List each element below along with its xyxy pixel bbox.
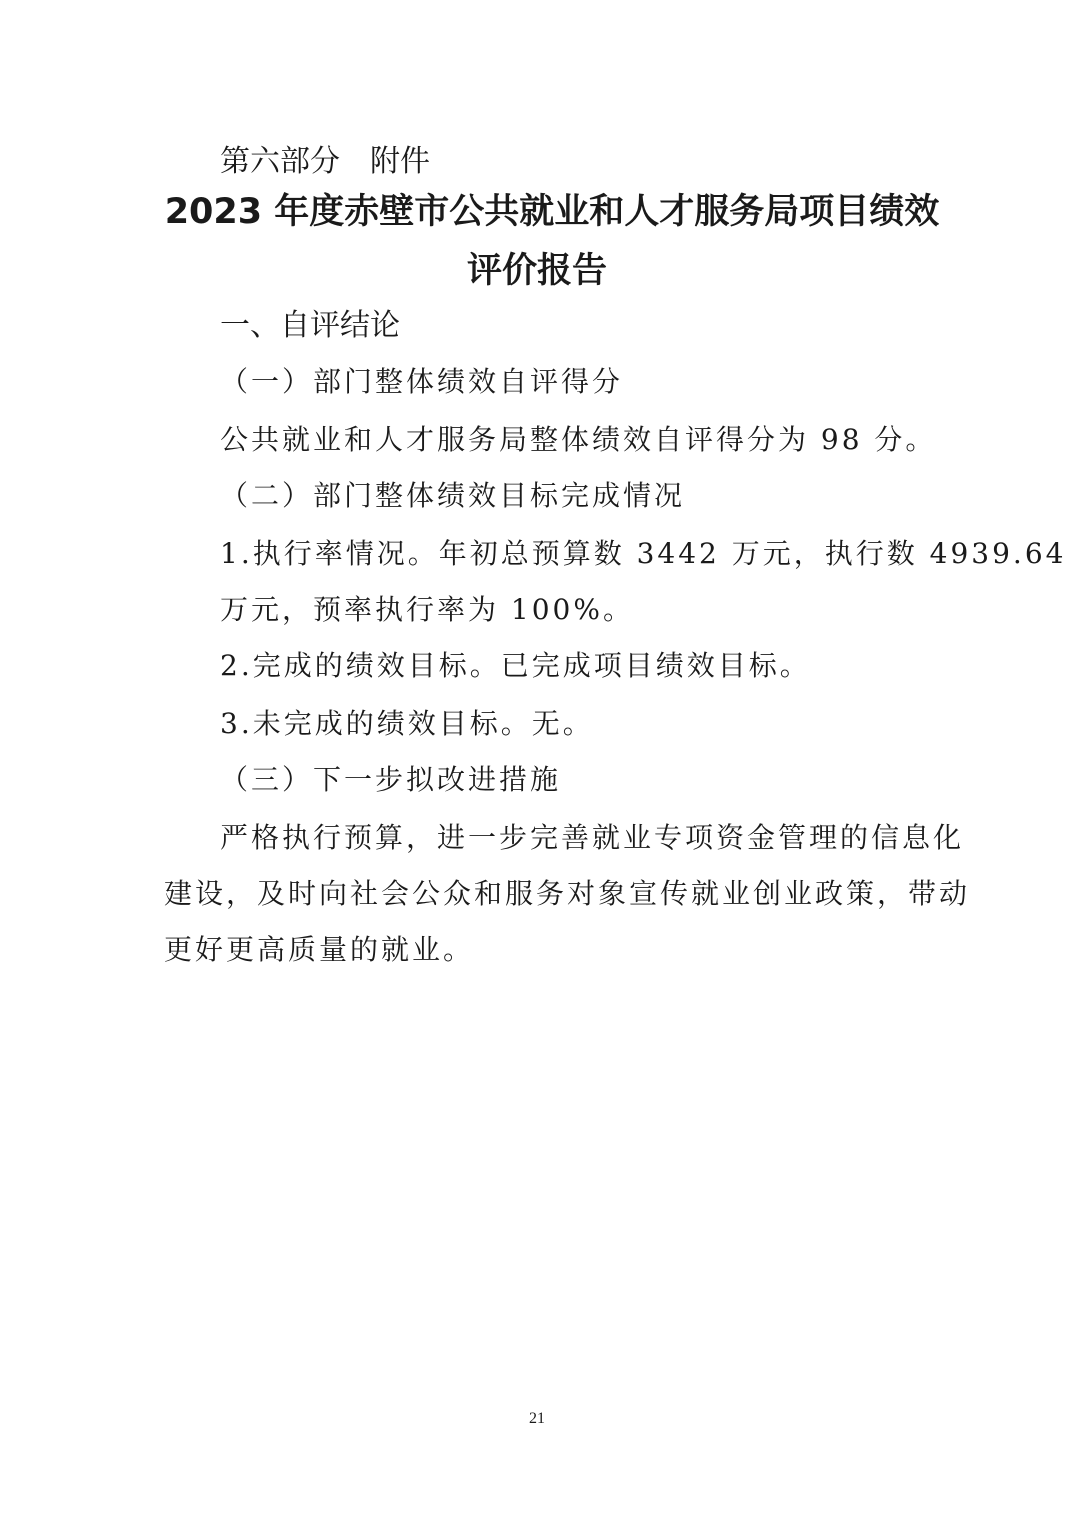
subsection-heading-score: （一）部门整体绩效自评得分 bbox=[220, 365, 624, 398]
execution-rate-line-2: 万元，预率执行率为 100%。 bbox=[220, 593, 634, 626]
completed-goals: 2.完成的绩效目标。已完成项目绩效目标。 bbox=[220, 649, 811, 682]
improvement-para-line-2: 建设，及时向社会公众和服务对象宣传就业创业政策，带动 bbox=[164, 877, 971, 910]
section-heading-conclusion: 一、自评结论 bbox=[220, 308, 400, 343]
execution-rate-line-1: 1.执行率情况。年初总预算数 3442 万元，执行数 4939.64 bbox=[220, 537, 1067, 570]
page-number: 21 bbox=[529, 1410, 545, 1427]
score-statement: 公共就业和人才服务局整体绩效自评得分为 98 分。 bbox=[220, 423, 937, 456]
part-label: 第六部分 附件 bbox=[220, 144, 430, 179]
report-title-line-1: 2023 年度赤壁市公共就业和人才服务局项目绩效 bbox=[164, 192, 940, 232]
report-title-line-2: 评价报告 bbox=[466, 251, 607, 291]
improvement-para-line-1: 严格执行预算，进一步完善就业专项资金管理的信息化 bbox=[220, 821, 965, 854]
uncompleted-goals: 3.未完成的绩效目标。无。 bbox=[220, 707, 594, 740]
subsection-heading-goals: （二）部门整体绩效目标完成情况 bbox=[220, 479, 686, 512]
improvement-para-line-3: 更好更高质量的就业。 bbox=[164, 933, 475, 966]
subsection-heading-improvement: （三）下一步拟改进措施 bbox=[220, 763, 562, 796]
